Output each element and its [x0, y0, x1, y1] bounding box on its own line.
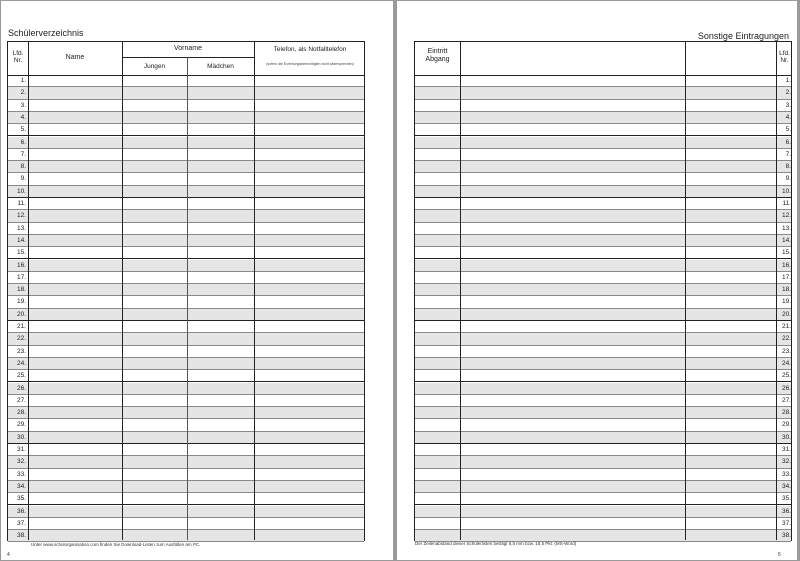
- row-number: 31.: [16, 446, 26, 453]
- row-number: 32.: [16, 458, 26, 466]
- table-row: [415, 370, 791, 382]
- table-row: [8, 383, 364, 395]
- table-row: [8, 100, 364, 112]
- vorname-header: Vorname: [173, 45, 203, 52]
- row-number: 8.: [785, 163, 791, 171]
- table-row: [415, 186, 791, 198]
- row-number: 9.: [785, 175, 791, 183]
- eintritt-label: Eintritt: [427, 48, 448, 55]
- table-row: [415, 419, 791, 431]
- row-number: 19.: [781, 298, 791, 306]
- table-row: [8, 161, 364, 173]
- row-number: 2.: [20, 89, 26, 97]
- table-row: [415, 198, 791, 210]
- table-row: [415, 296, 791, 308]
- table-row: [8, 506, 364, 518]
- table-row: [415, 87, 791, 99]
- table-row: [415, 321, 791, 333]
- row-number: 6.: [20, 138, 26, 146]
- other-entries-table: [414, 41, 792, 541]
- row-number: 23.: [781, 347, 791, 355]
- table-row: [415, 444, 791, 456]
- table-row: [8, 223, 364, 235]
- table-row: [8, 493, 364, 505]
- table-header: [415, 42, 791, 76]
- row-number: 17.: [781, 273, 791, 281]
- table-row: [8, 235, 364, 247]
- row-number: 22.: [781, 335, 791, 343]
- row-number: 36.: [16, 507, 26, 515]
- row-number: 33.: [16, 470, 26, 478]
- table-row: [415, 247, 791, 259]
- row-number: 10.: [781, 187, 791, 195]
- row-number: 24.: [781, 359, 791, 367]
- row-number: 27.: [781, 396, 791, 404]
- row-number: 10.: [16, 187, 26, 195]
- row-number: 37.: [16, 519, 26, 527]
- table-row: [415, 481, 791, 493]
- row-number: 11.: [782, 200, 791, 207]
- table-row: [415, 161, 791, 173]
- column-line: [28, 42, 29, 540]
- row-number: 29.: [16, 421, 26, 429]
- table-row: [415, 469, 791, 481]
- row-number: 3.: [785, 101, 791, 109]
- table-row: [8, 419, 364, 431]
- table-row: [8, 124, 364, 136]
- table-row: [415, 493, 791, 505]
- table-row: [8, 186, 364, 198]
- left-page: [1, 1, 393, 560]
- table-row: [8, 210, 364, 222]
- row-number: 17.: [16, 273, 26, 281]
- table-body: [8, 75, 364, 540]
- table-row: [8, 518, 364, 530]
- page-number: 5: [778, 552, 781, 558]
- table-row: [8, 75, 364, 87]
- table-row: [415, 456, 791, 468]
- row-number: 34.: [781, 482, 791, 490]
- row-number: 34.: [16, 482, 26, 490]
- student-register-table: [7, 41, 365, 541]
- row-number: 1.: [785, 77, 791, 84]
- table-row: [8, 456, 364, 468]
- row-number: 8.: [20, 163, 26, 171]
- row-number: 18.: [781, 286, 791, 294]
- nr-label: Nr.: [780, 57, 789, 65]
- page-number: 4: [7, 552, 10, 558]
- table-row: [8, 481, 364, 493]
- table-row: [8, 530, 364, 542]
- row-number: 25.: [781, 372, 791, 380]
- table-row: [415, 346, 791, 358]
- table-row: [8, 469, 364, 481]
- table-row: [415, 432, 791, 444]
- table-row: [8, 260, 364, 272]
- maedchen-header: Mädchen: [207, 63, 234, 70]
- table-row: [415, 100, 791, 112]
- row-number: 2.: [785, 89, 791, 97]
- row-number: 32.: [781, 458, 791, 466]
- row-number: 16.: [16, 261, 26, 269]
- table-row: [8, 87, 364, 99]
- row-number: 14.: [16, 236, 26, 244]
- table-row: [415, 309, 791, 321]
- row-number: 14.: [781, 236, 791, 244]
- table-row: [8, 272, 364, 284]
- row-number: 24.: [16, 359, 26, 367]
- row-number: 4.: [785, 113, 791, 121]
- table-row: [8, 444, 364, 456]
- row-number: 28.: [16, 409, 26, 417]
- name-header: Name: [65, 54, 85, 61]
- row-number: 37.: [781, 519, 791, 527]
- row-number: 7.: [20, 150, 26, 158]
- page-title: Sonstige Eintragungen: [697, 31, 789, 41]
- row-number: 18.: [16, 286, 26, 294]
- row-number: 35.: [781, 495, 791, 503]
- telefon-header: Telefon, als Notfalltelefon: [273, 46, 347, 53]
- footer-note: Der Zeilenabstand dieser Schülerlisten beträgt 6,5 mm bzw. 18,5 Pkt. (MS-Word): [415, 541, 577, 546]
- row-number: 3.: [20, 101, 26, 109]
- row-number: 9.: [20, 175, 26, 183]
- row-number: 35.: [16, 495, 26, 503]
- table-row: [8, 358, 364, 370]
- row-number: 23.: [16, 347, 26, 355]
- table-row: [8, 137, 364, 149]
- row-number: 36.: [781, 507, 791, 515]
- table-row: [415, 272, 791, 284]
- column-line: [776, 42, 777, 540]
- table-row: [8, 346, 364, 358]
- table-body: [415, 75, 791, 540]
- abgang-label: Abgang: [425, 56, 450, 64]
- row-number: 12.: [781, 212, 791, 220]
- row-number: 5.: [20, 126, 26, 134]
- row-number: 19.: [16, 298, 26, 306]
- table-row: [415, 358, 791, 370]
- row-number: 7.: [785, 150, 791, 158]
- row-number: 26.: [16, 384, 26, 392]
- lfd-label: Lfd.: [12, 50, 24, 57]
- table-row: [8, 173, 364, 185]
- lfd-label: Lfd.: [779, 50, 790, 57]
- table-row: [415, 149, 791, 161]
- right-page: [397, 1, 797, 560]
- row-number: 6.: [785, 138, 791, 146]
- row-number: 33.: [781, 470, 791, 478]
- table-row: [415, 173, 791, 185]
- column-line: [122, 42, 123, 540]
- column-line: [187, 57, 188, 540]
- row-number: 12.: [16, 212, 26, 220]
- vorname-divider: [122, 57, 254, 58]
- table-row: [415, 112, 791, 124]
- table-row: [8, 395, 364, 407]
- table-row: [8, 149, 364, 161]
- row-number: 20.: [781, 310, 791, 318]
- table-row: [8, 112, 364, 124]
- table-row: [8, 432, 364, 444]
- row-number: 27.: [16, 396, 26, 404]
- column-line: [460, 42, 461, 540]
- row-number: 38.: [16, 532, 26, 540]
- lfd-nr-header: [776, 50, 793, 65]
- row-number: 31.: [781, 446, 791, 453]
- row-number: 5.: [785, 126, 791, 134]
- row-number: 30.: [781, 433, 791, 441]
- table-row: [415, 210, 791, 222]
- row-number: 16.: [781, 261, 791, 269]
- table-row: [8, 407, 364, 419]
- table-row: [415, 395, 791, 407]
- row-number: 28.: [781, 409, 791, 417]
- row-number: 29.: [781, 421, 791, 429]
- table-row: [415, 506, 791, 518]
- table-row: [8, 247, 364, 259]
- table-row: [8, 370, 364, 382]
- table-header: [8, 42, 364, 76]
- lfd-nr-header: [8, 50, 28, 65]
- row-number: 22.: [16, 335, 26, 343]
- row-number: 11.: [17, 200, 26, 207]
- table-row: [415, 333, 791, 345]
- row-number: 20.: [16, 310, 26, 318]
- table-row: [8, 321, 364, 333]
- table-row: [415, 235, 791, 247]
- footer-note: Unter www.schulorganisation.com finden Sie Download-Listen zum Ausfüllen am PC.: [31, 542, 201, 547]
- table-row: [415, 518, 791, 530]
- eintritt-abgang-header: [415, 48, 460, 64]
- table-row: [415, 383, 791, 395]
- table-row: [415, 407, 791, 419]
- column-line: [685, 42, 686, 540]
- table-row: [8, 333, 364, 345]
- table-row: [415, 75, 791, 87]
- row-number: 38.: [781, 532, 791, 540]
- table-row: [415, 284, 791, 296]
- table-row: [8, 284, 364, 296]
- row-number: 15.: [16, 249, 26, 257]
- table-row: [415, 137, 791, 149]
- row-number: 30.: [16, 433, 26, 441]
- table-row: [8, 309, 364, 321]
- table-row: [415, 124, 791, 136]
- table-row: [415, 223, 791, 235]
- table-row: [415, 260, 791, 272]
- row-number: 21.: [781, 323, 791, 330]
- column-line: [254, 42, 255, 540]
- table-row: [8, 296, 364, 308]
- telefon-note: (sofern die Erziehungsberechtigten nicht widersprechen): [266, 62, 354, 66]
- jungen-header: Jungen: [143, 63, 166, 70]
- table-row: [8, 198, 364, 210]
- row-number: 15.: [781, 249, 791, 257]
- row-number: 1.: [20, 77, 26, 84]
- row-number: 25.: [16, 372, 26, 380]
- row-number: 13.: [16, 224, 26, 232]
- row-number: 26.: [781, 384, 791, 392]
- nr-label: Nr.: [13, 57, 23, 65]
- row-number: 4.: [20, 113, 26, 121]
- page-title: Schülerverzeichnis: [8, 28, 84, 38]
- row-number: 13.: [781, 224, 791, 232]
- row-number: 21.: [16, 323, 26, 330]
